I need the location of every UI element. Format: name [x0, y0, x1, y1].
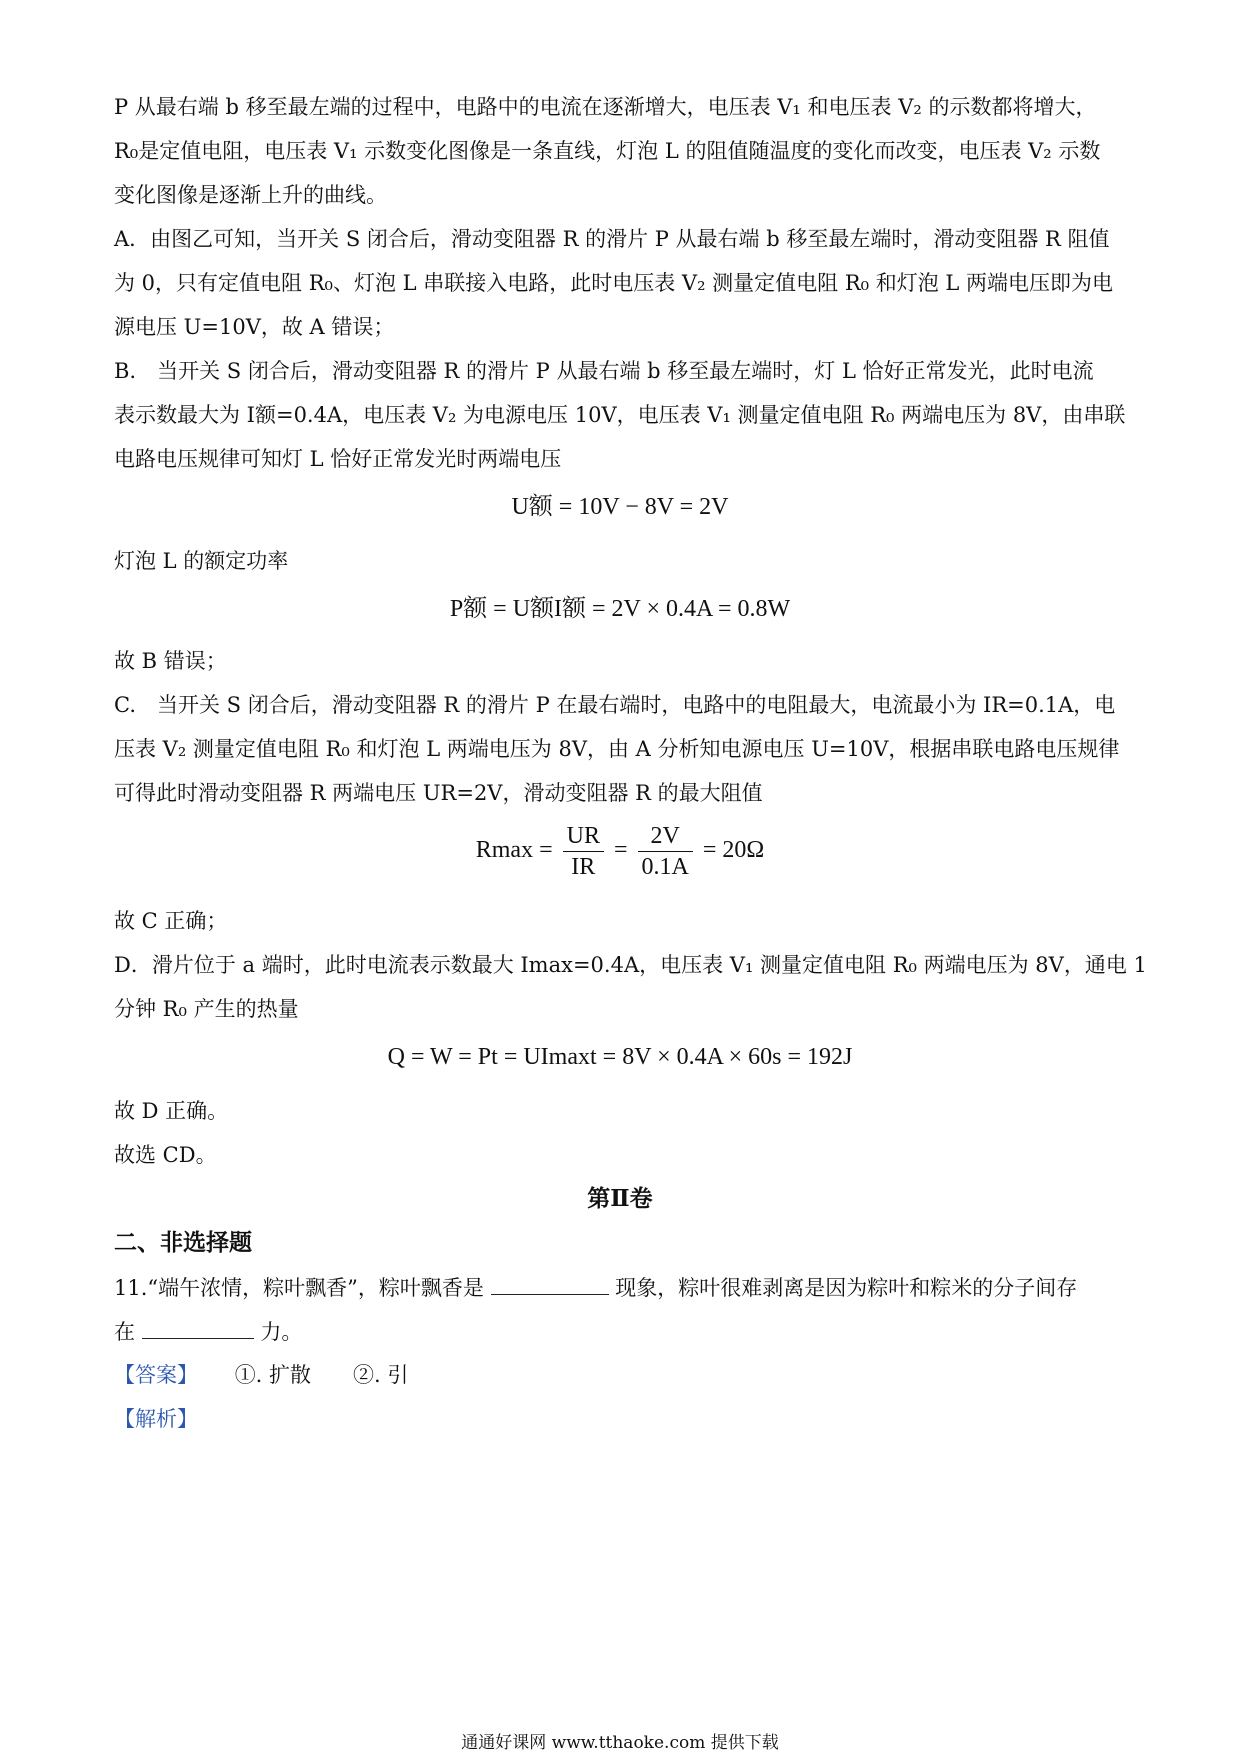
text-line: 变化图像是逐渐上升的曲线。 — [114, 183, 387, 207]
question-text: 力。 — [260, 1320, 303, 1344]
option-b-line: B. 当开关 S 闭合后，滑动变阻器 R 的滑片 P 从最右端 b 移至最左端时，灯 L 恰好正常发光，此时电流 — [114, 359, 1094, 383]
text-line: 分钟 R₀ 产生的热量 — [114, 997, 299, 1021]
question-text: 现象，粽叶很难剥离是因为粽叶和粽米的分子间存 — [615, 1276, 1078, 1300]
text-line: 故选 CD。 — [114, 1143, 217, 1167]
fraction-denominator: IR — [571, 853, 596, 880]
answer-tag: 【答案】 — [114, 1363, 198, 1387]
text-line: 故 D 正确。 — [114, 1099, 229, 1123]
fraction-numerator: 2V — [638, 821, 693, 852]
answer-blank-2 — [142, 1316, 254, 1339]
fraction-values — [638, 821, 693, 882]
text-line: 灯泡 L 的额定功率 — [114, 549, 289, 573]
text-line: 故 C 正确； — [114, 909, 228, 933]
text-line: 源电压 U=10V，故 A 错误； — [114, 315, 395, 339]
fraction-numerator: UR — [563, 821, 604, 852]
question-line-2 — [114, 1316, 1124, 1347]
analysis-line — [114, 1404, 1124, 1434]
equals-sign: = — [613, 837, 628, 863]
answer-line — [114, 1360, 1124, 1390]
text-line: R₀是定值电阻，电压表 V₁ 示数变化图像是一条直线，灯泡 L 的阻值随温度的变化而改变，电压表 V₂ 示数 — [114, 139, 1101, 163]
formula-u-rated: U额 = 10V − 8V = 2V — [511, 494, 729, 520]
formula-r-max — [0, 820, 1240, 890]
formula-heat: Q = W = Pt = UImaxt = 8V × 0.4A × 60s = 192J — [387, 1044, 853, 1070]
question-line-1 — [114, 1272, 1124, 1303]
formula-r-max-right: = 20Ω — [702, 837, 765, 863]
option-a-line: A．由图乙可知，当开关 S 闭合后，滑动变阻器 R 的滑片 P 从最右端 b 移至最左端时，滑动变阻器 R 阻值 — [114, 227, 1110, 251]
question-text: 在 — [114, 1320, 135, 1344]
question-text: 11.“端午浓情，粽叶飘香”，粽叶飘香是 — [114, 1276, 484, 1300]
option-c-line: C. 当开关 S 闭合后，滑动变阻器 R 的滑片 P 在最右端时，电路中的电阻最大，电流最小为 IR=0.1A，电 — [114, 693, 1116, 717]
text-line: 可得此时滑动变阻器 R 两端电压 UR=2V，滑动变阻器 R 的最大阻值 — [114, 781, 763, 805]
fraction-denominator: 0.1A — [641, 853, 689, 880]
formula-r-max-left: Rmax = — [475, 837, 553, 863]
text-line: P 从最右端 b 移至最左端的过程中，电路中的电流在逐渐增大，电压表 V₁ 和电压表 V₂ 的示数都将增大， — [114, 95, 1097, 119]
text-line: 为 0，只有定值电阻 R₀、灯泡 L 串联接入电路，此时电压表 V₂ 测量定值电阻 R₀ 和灯泡 L 两端电压即为电 — [114, 271, 1114, 295]
text-line: 故 B 错误； — [114, 649, 227, 673]
page-footer: 通通好课网 www.tthaoke.com 提供下载 — [461, 1733, 779, 1753]
text-line: 电路电压规律可知灯 L 恰好正常发光时两端电压 — [114, 447, 562, 471]
fraction-ur-ir — [563, 821, 604, 882]
option-d-line: D．滑片位于 a 端时，此时电流表示数最大 Imax=0.4A，电压表 V₁ 测量定值电阻 R₀ 两端电压为 8V，通电 1 — [114, 953, 1147, 977]
text-line: 表示数最大为 I额=0.4A，电压表 V₂ 为电源电压 10V，电压表 V₁ 测量定值电阻 R₀ 两端电压为 8V，由串联 — [114, 403, 1126, 427]
section-heading: 二、非选择题 — [114, 1229, 252, 1256]
answer-values: ①. 扩散 ②. 引 — [234, 1363, 409, 1387]
answer-blank-1 — [491, 1272, 609, 1295]
text-line: 压表 V₂ 测量定值电阻 R₀ 和灯泡 L 两端电压为 8V，由 A 分析知电源电压 U=10V，根据串联电路电压规律 — [114, 737, 1120, 761]
section-title: 第Ⅱ卷 — [587, 1185, 653, 1212]
formula-p-rated: P额 = U额I额 = 2V × 0.4A = 0.8W — [449, 596, 791, 622]
analysis-tag: 【解析】 — [114, 1407, 198, 1431]
